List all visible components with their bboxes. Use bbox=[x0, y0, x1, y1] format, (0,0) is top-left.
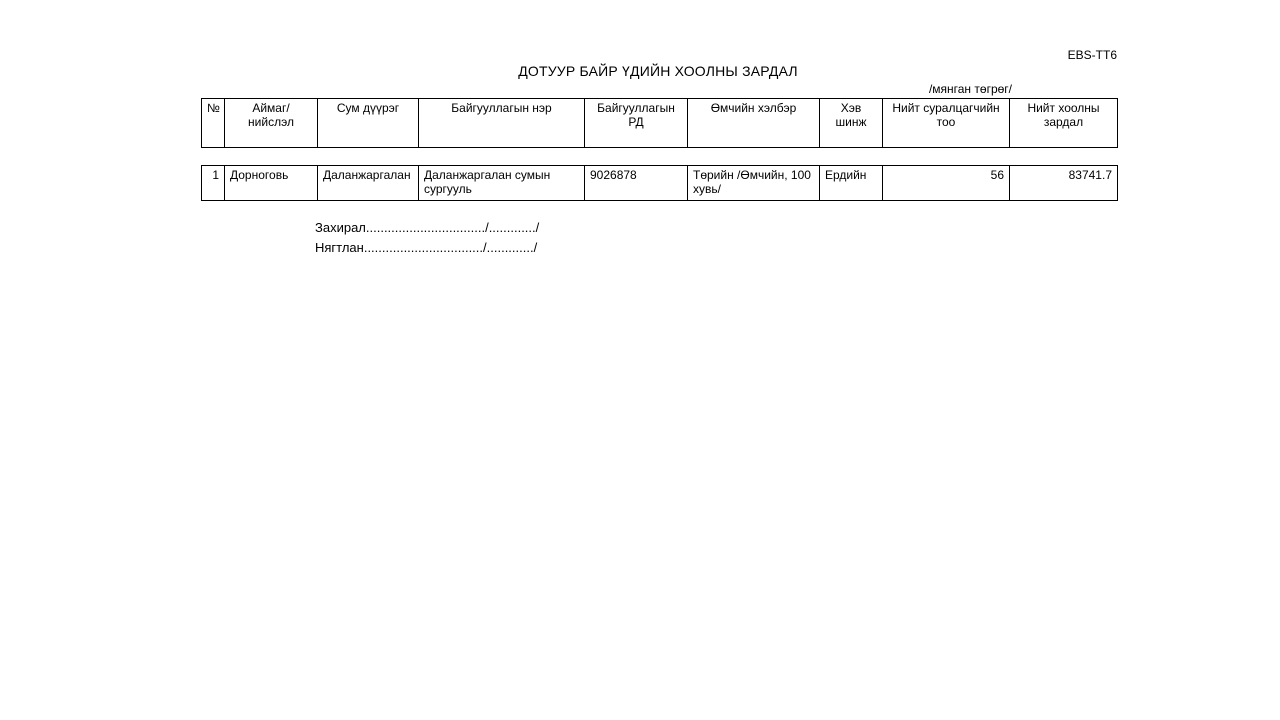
cell-org-name: Даланжаргалан сумын сургууль bbox=[419, 166, 585, 201]
header-cell-org-id: Байгууллагын РД bbox=[585, 99, 688, 148]
document-title: ДОТУУР БАЙР ҮДИЙН ХООЛНЫ ЗАРДАЛ bbox=[518, 63, 798, 79]
header-cell-district: Сум дүүрэг bbox=[318, 99, 419, 148]
header-cell-food-expense: Нийт хоолны зардал bbox=[1010, 99, 1118, 148]
header-table bbox=[201, 98, 1118, 148]
data-table bbox=[201, 165, 1118, 201]
table-row bbox=[202, 166, 1118, 201]
cell-province: Дорноговь bbox=[225, 166, 318, 201]
header-cell-province: Аймаг/ нийслэл bbox=[225, 99, 318, 148]
unit-label: /мянган төгрөг/ bbox=[928, 82, 1012, 96]
cell-ownership: Төрийн /Өмчийн, 100 хувь/ bbox=[688, 166, 820, 201]
form-code: EBS-TT6 bbox=[1067, 48, 1117, 62]
cell-district: Даланжаргалан bbox=[318, 166, 419, 201]
director-signature-line: Захирал................................./............./ bbox=[315, 220, 540, 235]
header-cell-number: № bbox=[202, 99, 225, 148]
cell-student-count: 56 bbox=[883, 166, 1010, 201]
header-cell-ownership: Өмчийн хэлбэр bbox=[688, 99, 820, 148]
header-cell-org-name: Байгууллагын нэр bbox=[419, 99, 585, 148]
cell-number: 1 bbox=[202, 166, 225, 201]
header-row bbox=[202, 99, 1118, 148]
accountant-signature-line: Нягтлан................................./............./ bbox=[315, 240, 538, 255]
cell-food-expense: 83741.7 bbox=[1010, 166, 1118, 201]
signature-block bbox=[315, 218, 539, 258]
header-cell-type: Хэв шинж bbox=[820, 99, 883, 148]
header-cell-student-count: Нийт суралцагчийн тоо bbox=[883, 99, 1010, 148]
cell-type: Ердийн bbox=[820, 166, 883, 201]
cell-org-id: 9026878 bbox=[585, 166, 688, 201]
